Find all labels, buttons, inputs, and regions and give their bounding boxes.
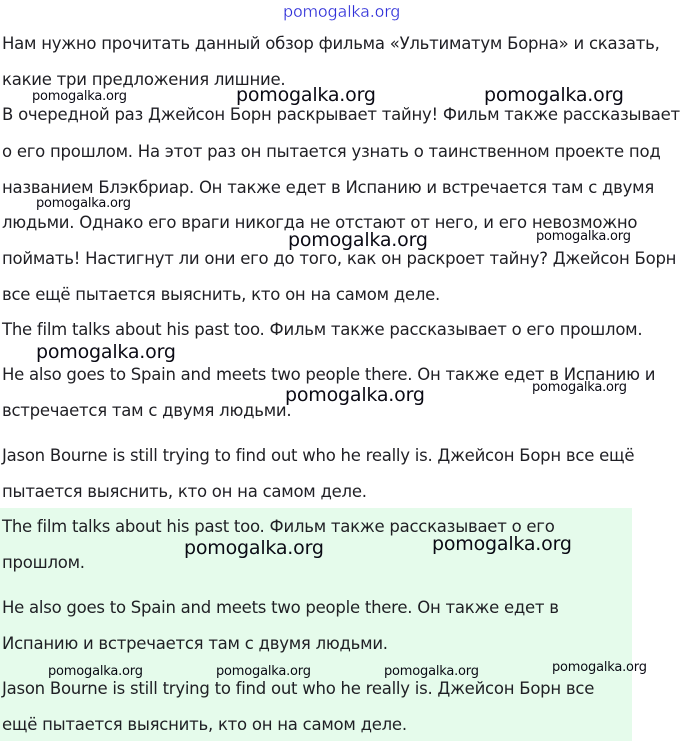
answer-line: The film talks about his past too. Фильм также рассказывает о его bbox=[2, 517, 555, 536]
watermark: pomogalka.org bbox=[285, 384, 425, 406]
review-line: В очередной раз Джейсон Борн раскрывает тайну! Фильм также рассказывает bbox=[2, 105, 680, 124]
answer-line: He also goes to Spain and meets two people there. Он также едет в bbox=[2, 598, 559, 617]
review-line: названием Блэкбриар. Он также едет в Испанию и встречается там с двумя bbox=[2, 178, 655, 197]
watermark: pomogalka.org bbox=[536, 229, 631, 244]
watermark: pomogalka.org bbox=[484, 84, 624, 106]
watermark: pomogalka.org bbox=[184, 537, 324, 559]
answer-line: Испанию и встречается там с двумя людьми. bbox=[2, 634, 388, 653]
answer-line: ещё пытается выяснить, кто он на самом деле. bbox=[2, 715, 407, 734]
translation-line: He also goes to Spain and meets two people there. Он также едет в Испанию и bbox=[2, 365, 656, 384]
answer-line: прошлом. bbox=[2, 553, 85, 572]
watermark: pomogalka.org bbox=[236, 84, 376, 106]
watermark: pomogalka.org bbox=[36, 196, 131, 211]
watermark: pomogalka.org bbox=[48, 664, 143, 679]
translation-line: пытается выяснить, кто он на самом деле. bbox=[2, 482, 367, 501]
watermark: pomogalka.org bbox=[432, 533, 572, 555]
task-line: какие три предложения лишние. bbox=[2, 70, 286, 89]
watermark: pomogalka.org bbox=[32, 89, 127, 104]
translation-line: The film talks about his past too. Фильм также рассказывает о его прошлом. bbox=[2, 320, 643, 339]
watermark: pomogalka.org bbox=[216, 664, 311, 679]
review-line: все ещё пытается выяснить, кто он на самом деле. bbox=[2, 285, 441, 304]
review-line: людьми. Однако его враги никогда не отстают от него, и его невозможно bbox=[2, 213, 638, 232]
watermark-top: pomogalka.org bbox=[283, 2, 401, 21]
watermark: pomogalka.org bbox=[288, 229, 428, 251]
watermark: pomogalka.org bbox=[552, 660, 647, 675]
task-line: Нам нужно прочитать данный обзор фильма «Ультиматум Борна» и сказать, bbox=[2, 34, 660, 53]
translation-line: Jason Bourne is still trying to find out who he really is. Джейсон Борн все ещё bbox=[2, 446, 635, 465]
watermark: pomogalka.org bbox=[532, 380, 627, 395]
watermark: pomogalka.org bbox=[384, 664, 479, 679]
translation-line: встречается там с двумя людьми. bbox=[2, 401, 292, 420]
answer-line: Jason Bourne is still trying to find out who he really is. Джейсон Борн все bbox=[2, 679, 595, 698]
watermark: pomogalka.org bbox=[36, 341, 176, 363]
review-line: о его прошлом. На этот раз он пытается узнать о таинственном проекте под bbox=[2, 142, 661, 161]
review-line: поймать! Настигнут ли они его до того, как он раскроет тайну? Джейсон Борн bbox=[2, 249, 677, 268]
